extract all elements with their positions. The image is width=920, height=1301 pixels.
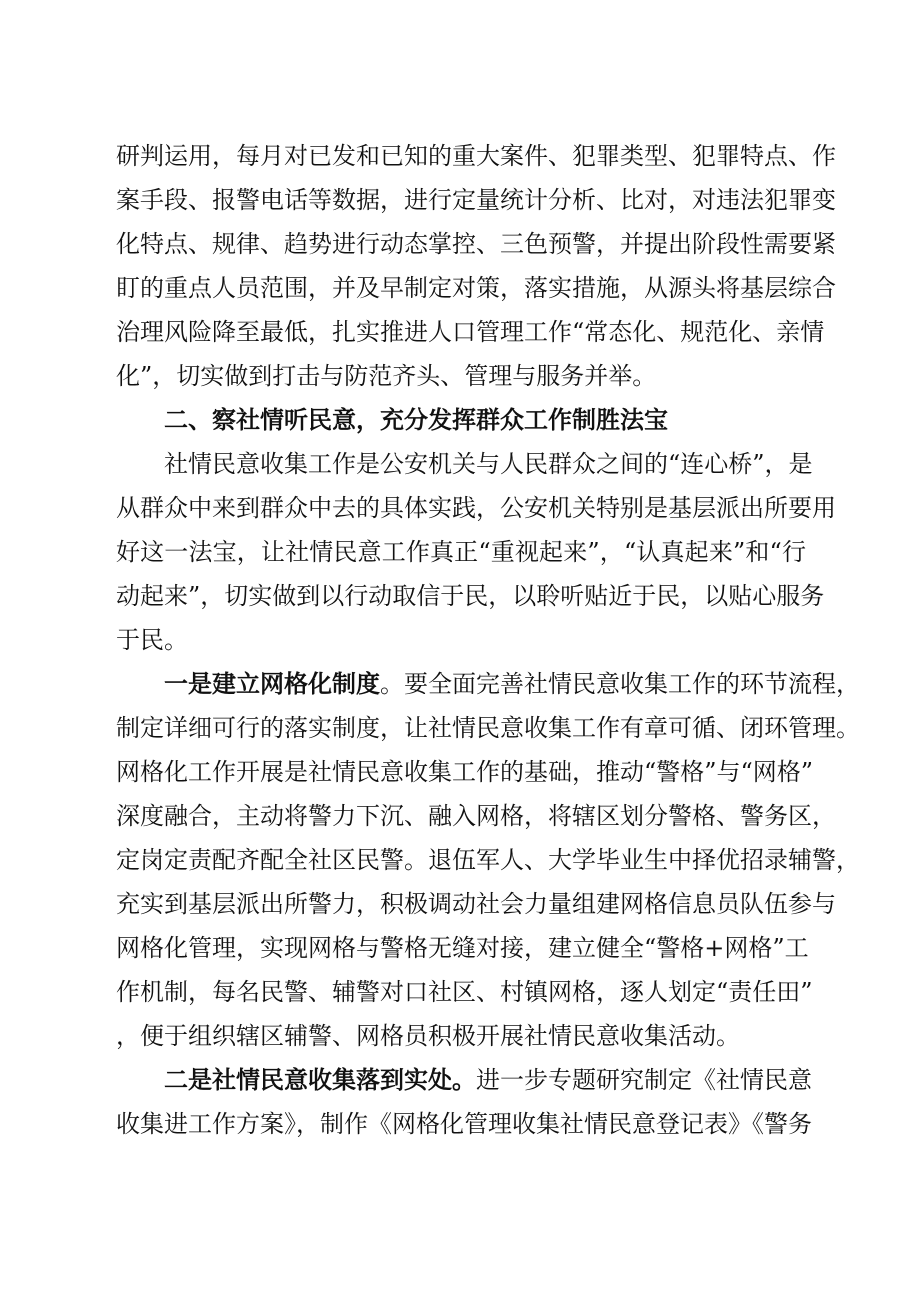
paragraph-3-line-6: 充实到基层派出所警力，积极调动社会力量组建网格信息员队伍参与 bbox=[116, 890, 836, 918]
paragraph-3-line-8: 作机制，每名民警、辅警对口社区、村镇网格，逐人划定“责任田” bbox=[116, 978, 813, 1006]
paragraph-4-line-1 bbox=[116, 1060, 812, 1100]
paragraph-4-lead: 二是社情民意收集落到实处。 bbox=[164, 1066, 476, 1094]
section-heading: 二、察社情听民意，充分发挥群众工作制胜法宝 bbox=[164, 406, 668, 434]
paragraph-3-lead: 一是建立网格化制度 bbox=[164, 670, 380, 698]
paragraph-1-line-2: 案手段、报警电话等数据，进行定量统计分析、比对，对违法犯罪变 bbox=[116, 186, 836, 214]
paragraph-3-line-7: 网格化管理，实现网格与警格无缝对接，建立健全“警格+网格”工 bbox=[116, 934, 809, 962]
paragraph-3-line-3: 网格化工作开展是社情民意收集工作的基础，推动“警格”与“网格” bbox=[116, 758, 814, 786]
paragraph-2-line-4: 动起来”，切实做到以行动取信于民，以聆听贴近于民，以贴心服务 bbox=[116, 582, 825, 610]
paragraph-3-first-rest: 。要全面完善社情民意收集工作的环节流程， bbox=[380, 670, 860, 698]
paragraph-4-line-2: 收集进工作方案》，制作《网格化管理收集社情民意登记表》《警务 bbox=[116, 1110, 812, 1138]
paragraph-3-line-5: 定岗定责配齐配全社区民警。退伍军人、大学毕业生中择优招录辅警， bbox=[116, 846, 860, 874]
paragraph-4-first-rest: 进一步专题研究制定《社情民意 bbox=[476, 1066, 812, 1094]
paragraph-2-line-1: 社情民意收集工作是公安机关与人民群众之间的“连心桥”，是 bbox=[164, 450, 813, 478]
paragraph-1-line-4: 盯的重点人员范围，并及早制定对策，落实措施，从源头将基层综合 bbox=[116, 274, 836, 302]
paragraph-2-line-3: 好这一法宝，让社情民意工作真正“重视起来”，“认真起来”和“行 bbox=[116, 538, 806, 566]
paragraph-1-line-3: 化特点、规律、趋势进行动态掌控、三色预警，并提出阶段性需要紧 bbox=[116, 230, 836, 258]
paragraph-2-line-2: 从群众中来到群众中去的具体实践，公安机关特别是基层派出所要用 bbox=[116, 494, 836, 522]
paragraph-2-line-5: 于民。 bbox=[116, 626, 188, 654]
paragraph-3-line-1 bbox=[116, 664, 860, 704]
paragraph-3-line-9: ，便于组织辖区辅警、网格员积极开展社情民意收集活动。 bbox=[116, 1022, 740, 1050]
paragraph-3-line-2: 制定详细可行的落实制度，让社情民意收集工作有章可循、闭环管理。 bbox=[116, 714, 860, 742]
paragraph-1-line-6: 化”，切实做到打击与防范齐头、管理与服务并举。 bbox=[116, 362, 657, 390]
paragraph-3-line-4: 深度融合，主动将警力下沉、融入网格，将辖区划分警格、警务区， bbox=[116, 802, 836, 830]
paragraph-1-line-1: 研判运用，每月对已发和已知的重大案件、犯罪类型、犯罪特点、作 bbox=[116, 142, 836, 170]
paragraph-1-line-5: 治理风险降至最低，扎实推进人口管理工作“常态化、规范化、亲情 bbox=[116, 318, 825, 346]
